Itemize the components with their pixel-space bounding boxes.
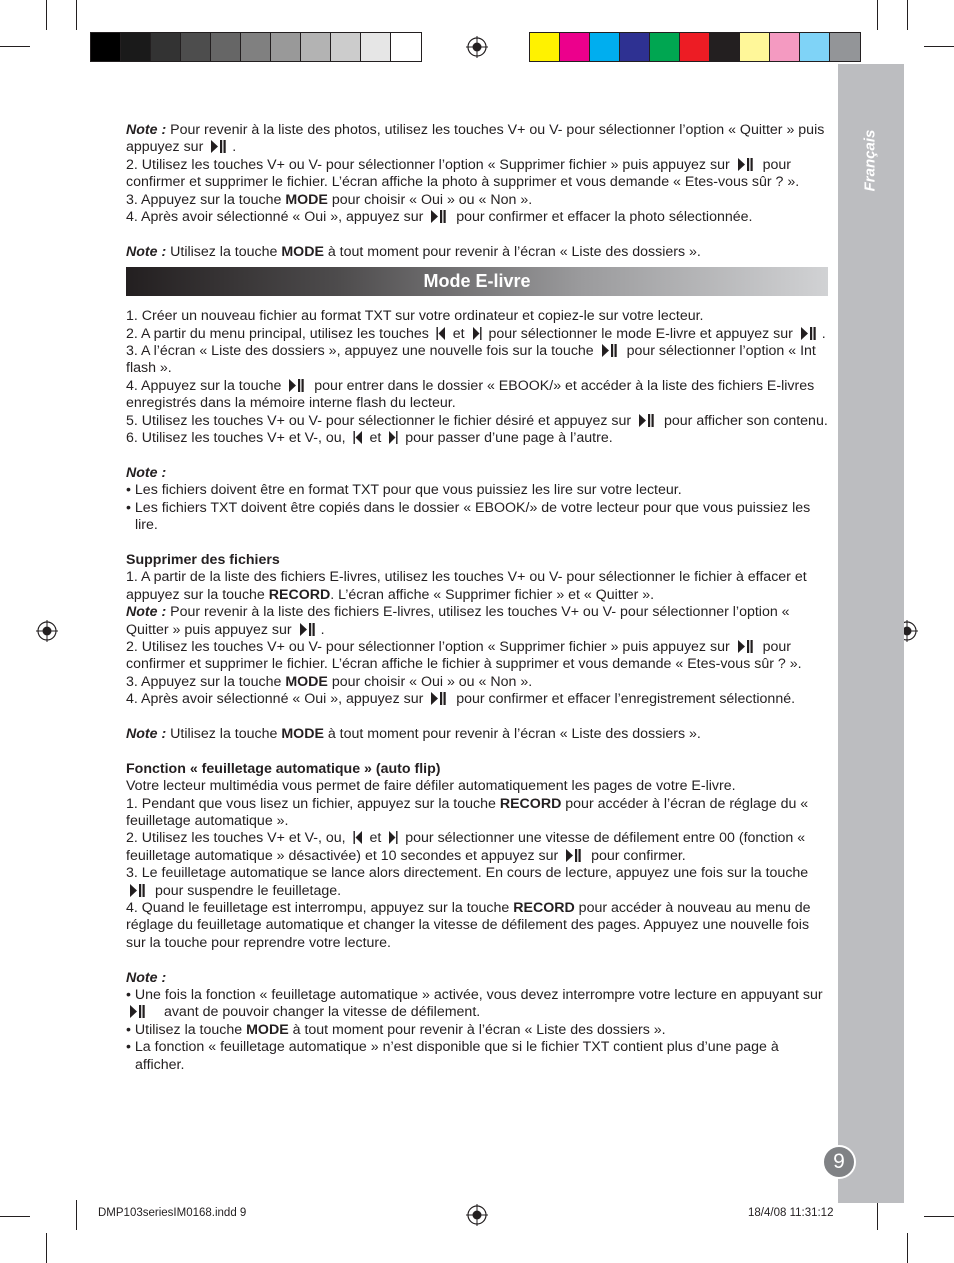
- color-swatch: [560, 33, 590, 61]
- color-swatch: [740, 33, 770, 61]
- paragraph: Votre lecteur multimédia vous permet de faire défiler automatiquement les pages de votre E-livre.: [126, 778, 736, 795]
- subsection-title: Fonction « feuilletage automatique » (auto flip): [126, 760, 441, 777]
- paragraph: Note : Pour revenir à la liste des photos, utilisez les touches V+ ou V- pour sélectionner l’option « Quitter » puis appuyez sur .: [126, 122, 825, 156]
- skip-prev-icon: [353, 831, 363, 844]
- color-swatch: [590, 33, 620, 61]
- play-pause-icon: [129, 884, 148, 897]
- note-paragraph: Note : Utilisez la touche MODE à tout moment pour revenir à l’écran « Liste des dossiers ».: [126, 243, 701, 260]
- color-swatch: [770, 33, 800, 61]
- bullet-item: • Utilisez la touche MODE à tout moment pour revenir à l’écran « Liste des dossiers ».: [126, 1021, 666, 1038]
- note-paragraph: Note : Utilisez la touche MODE à tout moment pour revenir à l’écran « Liste des dossiers ».: [126, 725, 701, 742]
- play-pause-icon: [210, 140, 229, 153]
- crop-mark: [76, 0, 77, 30]
- color-swatch: [710, 33, 740, 61]
- color-swatch: [91, 33, 121, 61]
- play-pause-icon: [601, 344, 620, 357]
- color-swatch: [680, 33, 710, 61]
- bullet-item: • Une fois la fonction « feuilletage automatique » activée, vous devez interrompre votre lecture en appuyant sur avant de pouvoir changer la vitesse de défilement.: [126, 987, 823, 1021]
- language-label: Français: [861, 129, 879, 191]
- subsection-title: Supprimer des fichiers: [126, 551, 280, 568]
- play-pause-icon: [138, 1005, 157, 1018]
- color-swatch: [331, 33, 361, 61]
- crop-mark: [46, 1233, 47, 1263]
- color-swatch: [361, 33, 391, 61]
- crop-mark: [46, 0, 47, 30]
- color-swatch: [151, 33, 181, 61]
- note-heading: Note :: [126, 969, 167, 986]
- skip-prev-icon: [436, 327, 446, 340]
- date-slug: 18/4/08 11:31:12: [748, 1207, 834, 1219]
- play-pause-icon: [800, 327, 819, 340]
- play-pause-icon: [737, 158, 756, 171]
- registration-mark-icon: [466, 1204, 488, 1226]
- color-swatch: [301, 33, 331, 61]
- crop-mark: [0, 46, 30, 47]
- section-title: Mode E-livre: [423, 271, 531, 292]
- play-pause-icon: [638, 414, 657, 427]
- paragraph: 3. A l’écran « Liste des dossiers », appuyez une nouvelle fois sur la touche pour sélectionner l’option « Int flash ».: [126, 343, 816, 377]
- paragraph: 1. Créer un nouveau fichier au format TXT sur votre ordinateur et copiez-le sur votre lecteur.: [126, 308, 704, 325]
- section-title-bar: [126, 267, 828, 296]
- grayscale-color-bar: [90, 32, 422, 62]
- play-pause-icon: [737, 640, 756, 653]
- color-swatch: [830, 33, 860, 61]
- page-number-badge: 9: [822, 1145, 856, 1179]
- paragraph: 6. Utilisez les touches V+ et V-, ou, et pour passer d’une page à l’autre.: [126, 430, 613, 447]
- paragraph: 1. A partir de la liste des fichiers E-livres, utilisez les touches V+ ou V- pour sélectionner le fichier à effacer et appuyez sur la touche RECORD. L’écran affiche « Supprimer fichier » et « Quitter ».: [126, 569, 807, 603]
- color-swatch: [800, 33, 830, 61]
- manual-body: [126, 122, 828, 1074]
- crop-mark: [877, 1200, 878, 1230]
- crop-mark: [76, 1200, 77, 1230]
- play-pause-icon: [430, 692, 449, 705]
- crop-mark: [924, 1216, 954, 1217]
- skip-next-icon: [388, 831, 398, 844]
- crop-mark: [877, 0, 878, 30]
- skip-prev-icon: [353, 431, 363, 444]
- color-swatch: [211, 33, 241, 61]
- play-pause-icon: [430, 210, 449, 223]
- paragraph: 5. Utilisez les touches V+ ou V- pour sélectionner le fichier désiré et appuyez sur pour afficher son contenu.: [126, 412, 828, 429]
- paragraph: 1. Pendant que vous lisez un fichier, appuyez sur la touche RECORD pour accéder à l’écran de réglage du « feuilletage automatique ».: [126, 795, 809, 829]
- paragraph: 4. Quand le feuilletage est interrompu, appuyez sur la touche RECORD pour accéder à nouveau au menu de réglage du feuilletage automatique et changer la vitesse de défilement des pages. Appuyez une nouvelle fois sur la touche pour reprendre votre lecture.: [126, 899, 811, 951]
- color-swatch: [530, 33, 560, 61]
- color-swatch: [121, 33, 151, 61]
- paragraph: 4. Appuyez sur la touche pour entrer dans le dossier « EBOOK/» et accéder à la liste des fichiers E-livres enregistrés dans la mémoire interne flash du lecteur.: [126, 377, 815, 412]
- file-slug: DMP103seriesIM0168.indd 9: [98, 1207, 247, 1219]
- bullet-item: • Les fichiers TXT doivent être copiés dans le dossier « EBOOK/» de votre lecteur pour que vous puissiez les lire.: [126, 499, 811, 534]
- bullet-item: • Les fichiers doivent être en format TXT pour que vous puissiez les lire sur votre lecteur.: [126, 482, 682, 499]
- note-paragraph: Note : Pour revenir à la liste des fichiers E-livres, utilisez les touches V+ ou V- pour sélectionner l’option « Quitter » puis appuyez sur .: [126, 604, 790, 638]
- registration-mark-icon: [36, 620, 58, 642]
- paragraph: 3. Appuyez sur la touche MODE pour choisir « Oui » ou « Non ».: [126, 673, 533, 690]
- registration-mark-icon: [466, 36, 488, 58]
- crop-mark: [907, 0, 908, 30]
- crop-mark: [924, 46, 954, 47]
- skip-next-icon: [388, 431, 398, 444]
- note-heading: Note :: [126, 464, 167, 481]
- skip-next-icon: [472, 327, 482, 340]
- color-swatch: [391, 33, 421, 61]
- color-swatch: [650, 33, 680, 61]
- language-side-tab: [838, 64, 904, 1203]
- crop-mark: [0, 1216, 30, 1217]
- play-pause-icon: [565, 849, 584, 862]
- play-pause-icon: [299, 623, 318, 636]
- crop-mark: [907, 1233, 908, 1263]
- paragraph: 3. Le feuilletage automatique se lance alors directement. En cours de lecture, appuyez une fois sur la touche pour suspendre le feuilletage.: [126, 865, 809, 899]
- color-swatch: [241, 33, 271, 61]
- color-swatch: [620, 33, 650, 61]
- paragraph: 2. Utilisez les touches V+ et V-, ou, et pour sélectionner une vitesse de défilement entre 00 (fonction « feuilletage automatique » désactivée) et 10 secondes et appuyez sur pour confirmer.: [126, 830, 806, 864]
- paragraph: 2. Utilisez les touches V+ ou V- pour sélectionner l’option « Supprimer fichier » puis appuyez sur pour confirmer et supprimer le fichier. L’écran affiche le fichier à supprimer et vous demande « Etes-vous sûr ? ».: [126, 638, 802, 673]
- paragraph: 4. Après avoir sélectionné « Oui », appuyez sur pour confirmer et effacer la photo sélectionnée.: [126, 209, 753, 226]
- color-swatch: [271, 33, 301, 61]
- paragraph: 2. Utilisez les touches V+ ou V- pour sélectionner l’option « Supprimer fichier » puis appuyez sur pour confirmer et supprimer le fichier. L’écran affiche la photo à supprimer et vous demande « Etes-vous sûr ? ».: [126, 156, 800, 191]
- paragraph: 2. A partir du menu principal, utilisez les touches et pour sélectionner le mode E-livre et appuyez sur .: [126, 325, 826, 342]
- bullet-item: • La fonction « feuilletage automatique » n’est disponible que si le fichier TXT contient plus d’une page à afficher.: [126, 1039, 779, 1073]
- paragraph: 3. Appuyez sur la touche MODE pour choisir « Oui » ou « Non ».: [126, 191, 533, 208]
- paragraph: 4. Après avoir sélectionné « Oui », appuyez sur pour confirmer et effacer l’enregistrement sélectionné.: [126, 691, 796, 708]
- play-pause-icon: [288, 379, 307, 392]
- color-swatch: [181, 33, 211, 61]
- process-color-bar: [529, 32, 861, 62]
